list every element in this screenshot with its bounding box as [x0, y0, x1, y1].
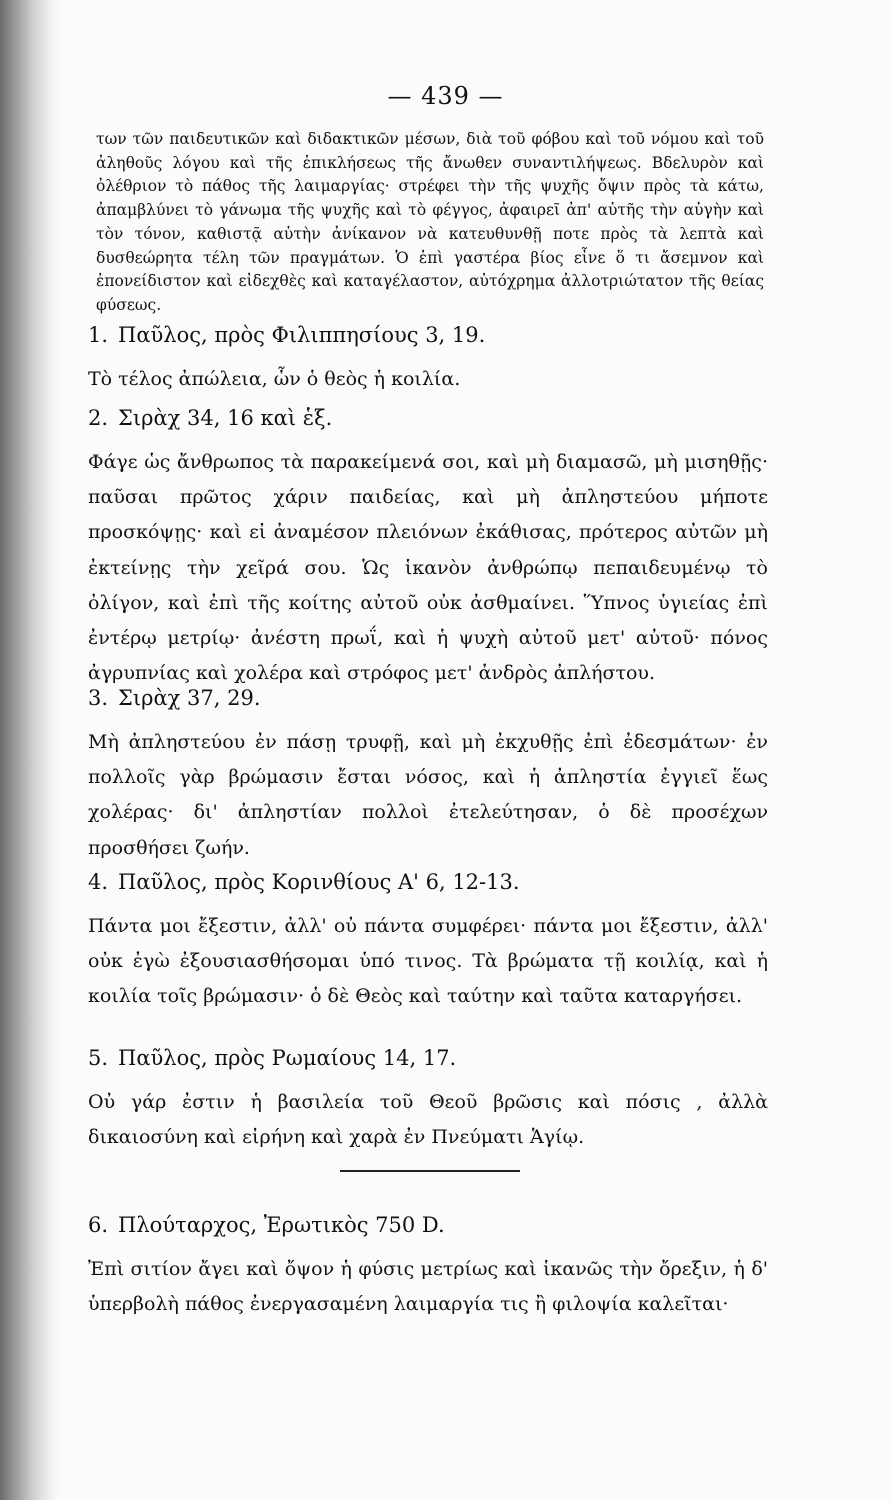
page-number: — 439 — — [387, 82, 504, 110]
quote-heading — [88, 683, 768, 713]
quote-number: 1. — [88, 323, 109, 347]
quote-text: Πάντα μοι ἔξεστιν, ἀλλ' οὐ πάντα συμφέρει· πάντα μοι ἔξεστιν, ἀλλ' οὐκ ἐγὼ ἐξουσιασθήσομαι ὑπό τινος. Τὰ βρώματα τῇ κοιλίᾳ, καὶ ἡ κοιλία τοῖς βρώμασιν· ὁ δὲ Θεὸς καὶ ταύτην καὶ ταῦτα καταργήσει. — [88, 915, 768, 1008]
quote-text: Φάγε ὡς ἄνθρωπος τὰ παρακείμενά σοι, καὶ μὴ διαμασῶ, μὴ μισηθῇς· παῦσαι πρῶτος χάριν παιδείας, καὶ μὴ ἀπληστεύου μήποτε προσκόψῃς· καὶ εἰ ἀναμέσον πλειόνων ἐκάθισας, πρότερος αὐτῶν μὴ ἐκτείνῃς τὴν χεῖρά σου. Ὡς ἱκανὸν ἀνθρώπῳ πεπαιδευμένῳ τὸ ὀλίγον, καὶ ἐπὶ τῆς κοίτης αὐτοῦ οὐκ ἀσθμαίνει. Ὕπνος ὑγιείας ἐπὶ ἐντέρῳ μετρίῳ· ἀνέστη πρωΐ, καὶ ἡ ψυχὴ αὐτοῦ μετ' αὐτοῦ· πόνος ἀγρυπνίας καὶ χολέρα καὶ στρόφος μετ' ἀνδρὸς ἀπλήστου. — [88, 451, 768, 685]
quote-section-4 — [88, 867, 768, 1015]
quote-section-2 — [88, 403, 768, 691]
quote-section-5 — [88, 1043, 768, 1155]
quote-text: Οὐ γάρ ἐστιν ἡ βασιλεία τοῦ Θεοῦ βρῶσις καὶ πόσις , ἀλλὰ δικαιοσύνη καὶ εἰρήνη καὶ χαρὰ ἐν Πνεύματι Ἁγίῳ. — [88, 1091, 768, 1149]
quote-source: Σιρὰχ 34, 16 καὶ ἑξ. — [118, 406, 333, 430]
page-binding-shadow — [0, 0, 60, 1500]
quote-source: Παῦλος, πρὸς Ρωμαίους 14, 17. — [118, 1046, 457, 1070]
quote-section-6 — [88, 1210, 768, 1322]
quote-source: Πλούταρχος, Ἐρωτικὸς 750 D. — [118, 1213, 445, 1237]
quote-section-3 — [88, 683, 768, 866]
quote-number: 2. — [88, 406, 109, 430]
quote-source: Σιρὰχ 37, 29. — [118, 686, 261, 710]
quote-text: Ἐπὶ σιτίον ἄγει καὶ ὄψον ἡ φύσις μετρίως καὶ ἱκανῶς τὴν ὄρεξιν, ἡ δ' ὑπερβολὴ πάθος ἐνεργασαμένη λαιμαργία τις ἢ φιλοψία καλεῖται· — [88, 1258, 768, 1316]
intro-text: των τῶν παιδευτικῶν καὶ διδακτικῶν μέσων, διὰ τοῦ φόβου καὶ τοῦ νόμου καὶ τοῦ ἀληθοῦς λόγου καὶ τῆς ἐπικλήσεως τῆς ἄνωθεν συναντιλήψεως. Βδελυρὸν καὶ ὀλέθριον τὸ πάθος τῆς λαιμαργίας· στρέφει τὴν τῆς ψυχῆς ὄψιν πρὸς τὰ κάτω, ἀπαμβλύνει τὸ γάνωμα τῆς ψυχῆς καὶ τὸ φέγγος, ἀφαιρεῖ ἀπ' αὐτῆς τὴν αὐγὴν καὶ τὸν τόνον, καθιστᾷ αὐτὴν ἀνίκανον νὰ κατευθυνθῇ ποτε πρὸς τὰ λεπτὰ καὶ δυσθεώρητα τέλη τῶν πραγμάτων. Ὁ ἐπὶ γαστέρα βίος εἶνε ὅ τι ἄσεμνον καὶ ἐπονείδιστον καὶ εἰδεχθὲς καὶ καταγέλαστον, αὐτόχρημα ἀλλοτριώτατον τῆς θείας φύσεως. — [96, 130, 764, 314]
quote-number: 6. — [88, 1213, 109, 1237]
quote-heading — [88, 1043, 768, 1073]
intro-paragraph — [96, 128, 764, 318]
quote-heading — [88, 403, 768, 433]
quote-heading — [88, 1210, 768, 1240]
quote-section-1 — [88, 320, 768, 397]
quote-number: 3. — [88, 686, 109, 710]
quote-source: Παῦλος, πρὸς Κορινθίους Α' 6, 12-13. — [118, 870, 520, 894]
section-divider — [340, 1170, 520, 1172]
quote-heading — [88, 320, 768, 350]
quote-source: Παῦλος, πρὸς Φιλιππησίους 3, 19. — [118, 323, 486, 347]
quote-text: Τὸ τέλος ἀπώλεια, ὧν ὁ θεὸς ἡ κοιλία. — [88, 368, 461, 390]
quote-number: 4. — [88, 870, 109, 894]
quote-heading — [88, 867, 768, 897]
quote-number: 5. — [88, 1046, 109, 1070]
quote-text: Μὴ ἀπληστεύου ἐν πάσῃ τρυφῇ, καὶ μὴ ἐκχυθῇς ἐπὶ ἐδεσμάτων· ἐν πολλοῖς γὰρ βρώμασιν ἔσται νόσος, καὶ ἡ ἀπληστία ἐγγιεῖ ἕως χολέρας· δι' ἀπληστίαν πολλοὶ ἐτελεύτησαν, ὁ δὲ προσέχων προσθήσει ζωήν. — [88, 731, 768, 859]
